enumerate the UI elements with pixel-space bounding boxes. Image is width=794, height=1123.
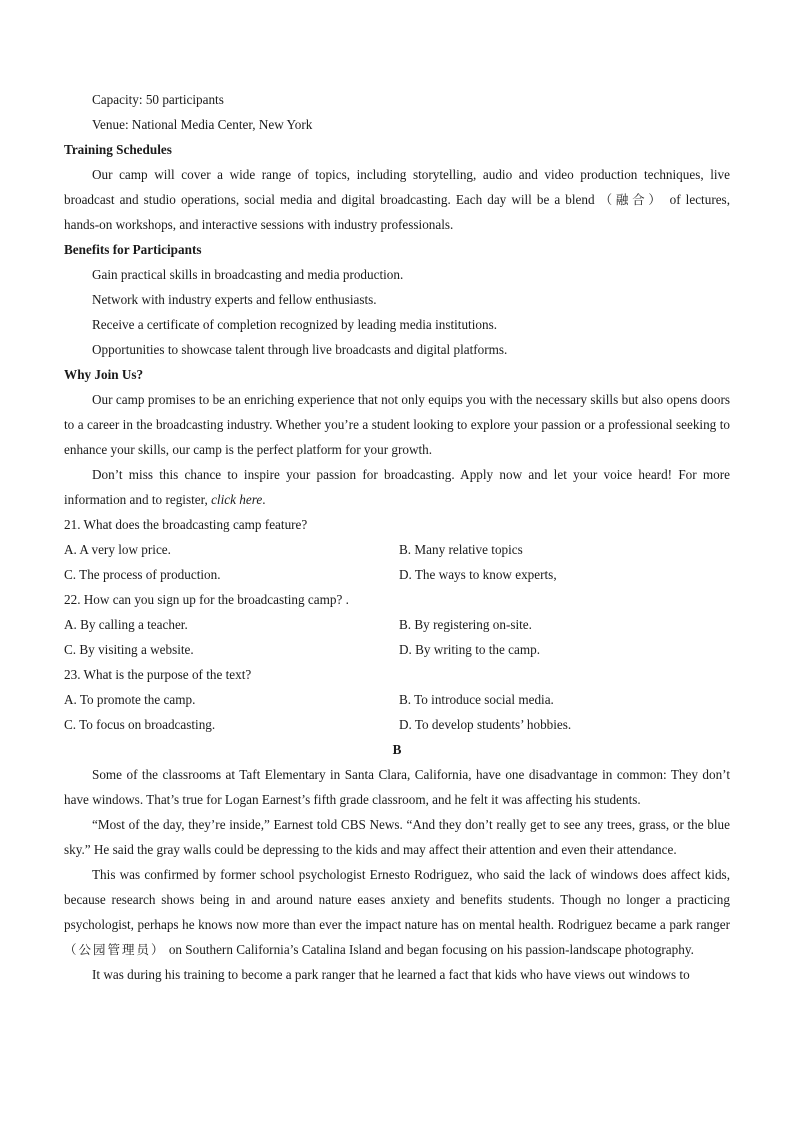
section-b-paragraph-2 [64, 812, 730, 862]
option-a[interactable]: A. To promote the camp. [64, 692, 196, 707]
register-link[interactable]: click here [211, 492, 263, 507]
section-b-title: B [392, 742, 402, 757]
option-b[interactable]: B. By registering on-site. [399, 617, 532, 632]
option-c[interactable]: C. By visiting a website. [64, 642, 194, 657]
benefit-item: Receive a certificate of completion recognized by leading media institutions. [92, 317, 498, 332]
question-21-stem: 21. What does the broadcasting camp feature? [64, 517, 308, 532]
question-23-stem: 23. What is the purpose of the text? [64, 667, 252, 682]
option-a[interactable]: A. A very low price. [64, 542, 171, 557]
section-b-paragraph-1-text: Some of the classrooms at Taft Elementary in Santa Clara, California, have one disadvantage in common: They don’t have windows. That’s true for Logan Earnest’s fifth grade classroom, and he felt it was affecting his students. [64, 767, 730, 807]
benefit-item: Network with industry experts and fellow enthusiasts. [92, 292, 377, 307]
section-b-paragraph-3-after: on Southern California’s Catalina Island and began focusing on his passion-landscape photography. [168, 942, 694, 957]
section-b-paragraph-3-before: This was confirmed by former school psychologist Ernesto Rodriguez, who said the lack of windows does affect kids, because research shows being in and around nature eases anxiety and benefits students. Though no longer a practicing psychologist, perhaps he knows now more than ever the impact nature has on mental health. Rodriguez became a park ranger [64, 867, 730, 932]
benefits-heading: Benefits for Participants [64, 242, 202, 257]
question-21-options-row-1 [64, 537, 730, 562]
why-paragraph-1-text: Our camp promises to be an enriching experience that not only equips you with the necessary skills but also opens doors to a career in the broadcasting industry. Whether you’re a student looking to explore your passion or a professional seeking to enhance your skills, our camp is the perfect platform for your growth. [64, 392, 730, 457]
venue-line: Venue: National Media Center, New York [92, 117, 313, 132]
section-b-paragraph-1 [64, 762, 730, 812]
option-b[interactable]: B. Many relative topics [399, 542, 523, 557]
option-c[interactable]: C. The process of production. [64, 567, 221, 582]
section-b-paragraph-4 [64, 962, 730, 987]
option-d[interactable]: D. By writing to the camp. [399, 642, 541, 657]
training-text-after: of lectures, hands-on workshops, and interactive sessions with industry professionals. [64, 192, 730, 232]
why-paragraph-2-text: Don’t miss this chance to inspire your passion for broadcasting. Apply now and let your voice heard! For more information and to register, [64, 467, 730, 507]
why-heading: Why Join Us? [64, 367, 144, 382]
training-heading: Training Schedules [64, 142, 172, 157]
benefit-item: Opportunities to showcase talent through live broadcasts and digital platforms. [92, 342, 508, 357]
document-page [64, 87, 730, 987]
capacity-line: Capacity: 50 participants [92, 92, 224, 107]
option-d[interactable]: D. To develop students’ hobbies. [399, 717, 572, 732]
question-23-options-row-1 [64, 687, 730, 712]
park-ranger-gloss: （公园管理员） [64, 942, 166, 957]
section-b-paragraph-4-text: It was during his training to become a park ranger that he learned a fact that kids who have views out windows to [92, 967, 690, 982]
training-text-before: Our camp will cover a wide range of topics, including storytelling, audio and video production techniques, live broadcast and studio operations, social media and digital broadcasting. Each day will be a blend [64, 167, 730, 207]
question-23-options-row-2 [64, 712, 730, 737]
question-22-options-row-2 [64, 637, 730, 662]
section-b-paragraph-3 [64, 862, 730, 962]
why-paragraph-1 [64, 387, 730, 462]
training-gloss: （融合） [599, 192, 665, 207]
option-b[interactable]: B. To introduce social media. [399, 692, 554, 707]
option-c[interactable]: C. To focus on broadcasting. [64, 717, 216, 732]
question-21-options-row-2 [64, 562, 730, 587]
question-22-stem: 22. How can you sign up for the broadcasting camp? . [64, 592, 349, 607]
why-paragraph-2-end: . [262, 492, 266, 507]
benefit-item: Gain practical skills in broadcasting and media production. [92, 267, 404, 282]
question-22-options-row-1 [64, 612, 730, 637]
why-paragraph-2 [64, 462, 730, 512]
option-a[interactable]: A. By calling a teacher. [64, 617, 188, 632]
training-paragraph [64, 162, 730, 237]
section-b-paragraph-2-text: “Most of the day, they’re inside,” Earnest told CBS News. “And they don’t really get to see any trees, grass, or the blue sky.” He said the gray walls could be depressing to the kids and may affect their attention and even their attendance. [64, 817, 730, 857]
option-d[interactable]: D. The ways to know experts, [399, 567, 557, 582]
